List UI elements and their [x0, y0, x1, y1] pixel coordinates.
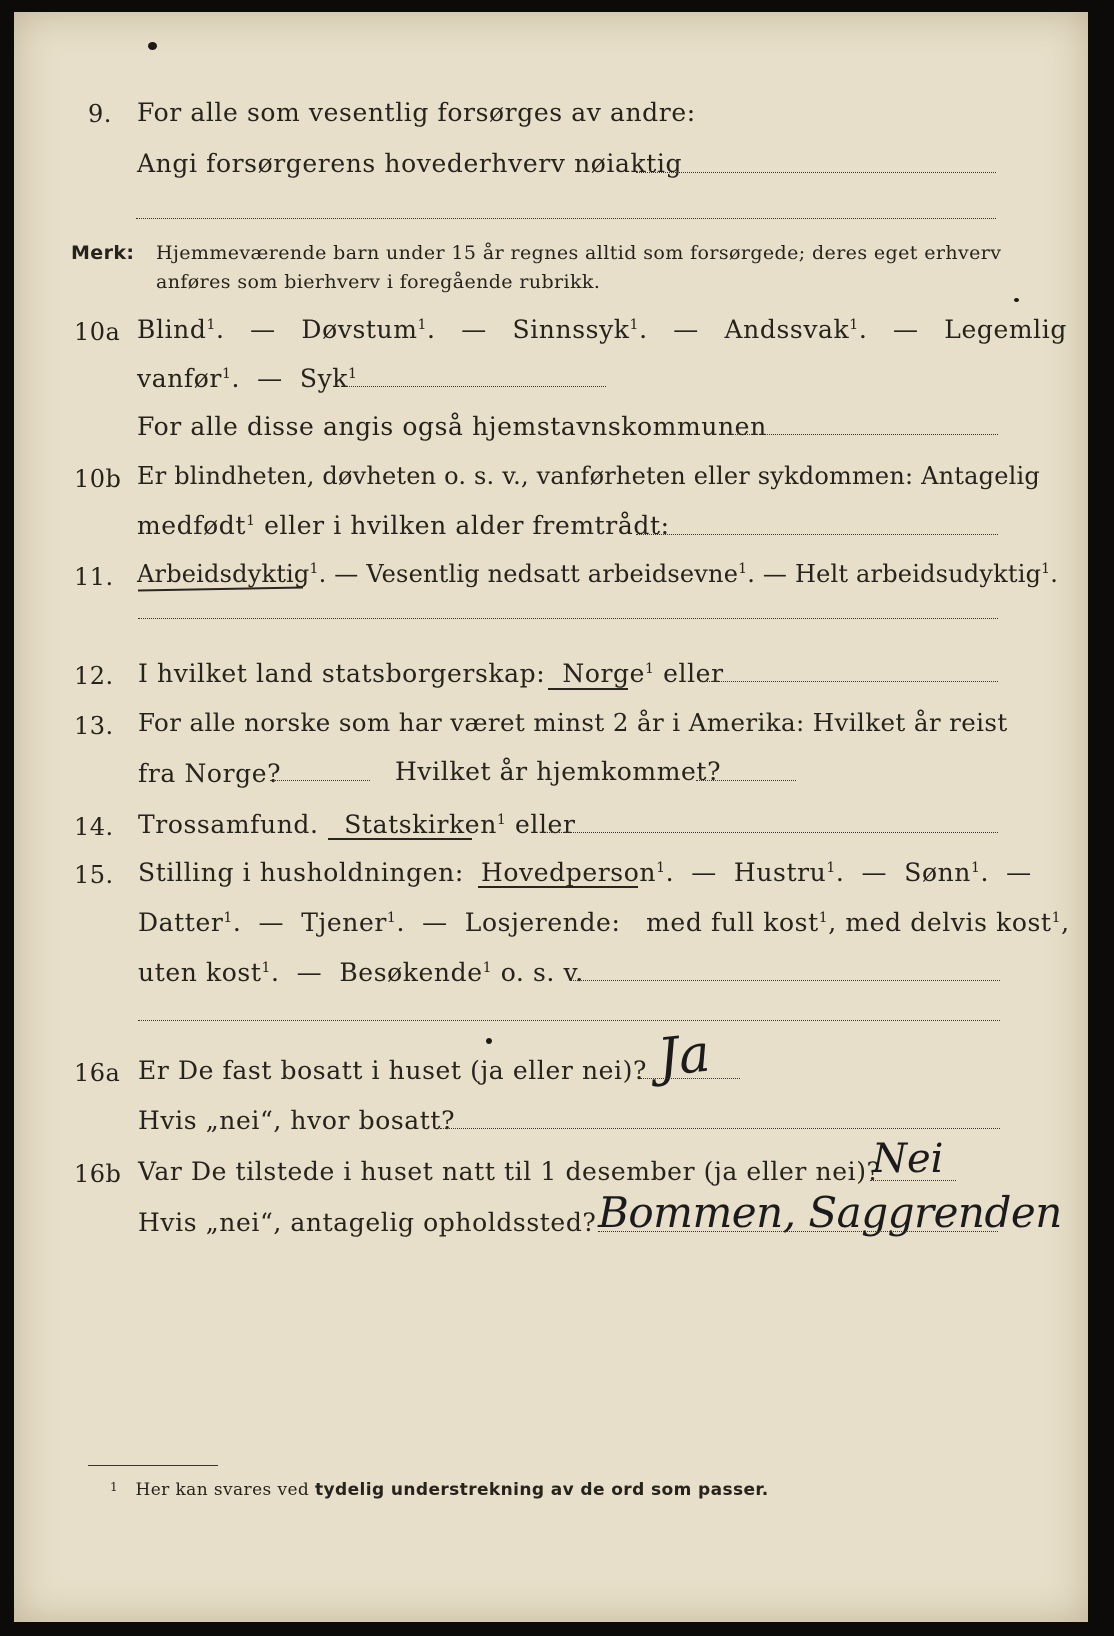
q16a-line2: Hvis „nei“, hvor bosatt? [138, 1106, 456, 1135]
footnote: $^1$ Her kan svares ved tydelig understrekning av de ord som passer. [110, 1480, 769, 1500]
q11-arbeidsdyktig: Arbeidsdyktig [137, 560, 310, 588]
q15-hovedperson: Hovedperson [480, 858, 657, 887]
q12-answer-line [700, 681, 998, 682]
q10a-line1: Blind$^1$. — Døvstum$^1$. — Sinnssyk$^1$. — Andssvak$^1$. — Legemlig [137, 315, 1067, 344]
q12-norge: Norge [562, 659, 646, 688]
q14-answer-line [540, 832, 998, 833]
merk-label: Merk: [71, 242, 135, 264]
q13-line1: For alle norske som har været minst 2 år i Amerika: Hvilket år reist [138, 708, 1008, 737]
q9-line2: Angi forsørgerens hovederhverv nøiaktig [137, 149, 683, 178]
q10b-line2: medfødt$^1$ eller i hvilken alder fremtrådt: [137, 511, 670, 540]
q15-delvis-kost: med delvis kost [845, 908, 1052, 937]
q15-full-kost: med full kost [646, 908, 819, 937]
census-form-page [14, 12, 1088, 1622]
ink-speck [486, 1038, 492, 1044]
q10a-hjemstavn-line [732, 434, 998, 435]
footnote-rule [88, 1465, 218, 1466]
q16b-line1: Var De tilstede i huset natt til 1 desember (ja eller nei)? [138, 1157, 881, 1186]
q16b-answer2: Bommen, Saggrenden [598, 1188, 1062, 1237]
q12-number: 12. [74, 662, 114, 690]
q15-uten-kost: uten kost [138, 958, 262, 987]
q12-underline-norge [548, 688, 628, 690]
q10a-syk: Syk [299, 364, 349, 393]
q16b-opholdssted-line [598, 1231, 998, 1232]
q10a-syk-answer-line [341, 386, 606, 387]
q9-answer-line-2 [136, 218, 996, 219]
q15-number: 15. [74, 861, 114, 889]
q10a-line3: For alle disse angis også hjemstavnskommunen [137, 412, 767, 441]
ink-speck [148, 42, 157, 50]
q16b-line2: Hvis „nei“, antagelig opholdssted? [138, 1208, 597, 1237]
q9-number: 9. [88, 100, 112, 128]
q10a-number: 10a [74, 318, 121, 346]
q10a-vanfor: vanfør [137, 364, 222, 393]
q14-statskirken: Statskirken [344, 810, 497, 839]
q15-tjener: Tjener [301, 908, 387, 937]
q10a-dovstum: Døvstum [301, 315, 418, 344]
q11-answer-line [138, 618, 998, 619]
q15-line3: uten kost$^1$. — Besøkende$^1$ o. s. v. [138, 958, 584, 987]
q10b-medfodt: medfødt [137, 511, 247, 540]
q15-underline-hovedperson [478, 886, 638, 888]
q15-answer-line [570, 980, 1000, 981]
ink-speck [1014, 298, 1019, 302]
q15-answer-line-2 [138, 1020, 1000, 1021]
q13-hjemkommet: Hvilket år hjemkommet? [395, 757, 722, 786]
q16a-bosatt-line [440, 1128, 1000, 1129]
q15-besokende: Besøkende [339, 958, 483, 987]
q14-underline-statskirken [328, 838, 472, 840]
q15-hustru: Hustru [733, 858, 827, 887]
q13-hjemkommet-line [696, 780, 796, 781]
q13-reist-line [270, 780, 370, 781]
q10b-line1: Er blindheten, døvheten o. s. v., vanførheten eller sykdommen: Antagelig [137, 462, 1040, 490]
merk-line1: Hjemmeværende barn under 15 år regnes alltid som forsørgede; deres eget erhverv [156, 242, 1002, 264]
q10a-sinnssyk: Sinnssyk [512, 315, 630, 344]
q13-fra-norge: fra Norge? [138, 759, 282, 788]
q10a-line2: vanfør$^1$. — Syk$^1$ [137, 364, 358, 393]
q10a-blind: Blind [137, 315, 207, 344]
q15-sonn: Sønn [904, 858, 971, 887]
q11-vesentlig: Vesentlig nedsatt arbeidsevne [366, 560, 739, 588]
q9-answer-line [636, 172, 996, 173]
q16b-answer: Nei [872, 1136, 944, 1182]
q11-line: Arbeidsdyktig$^1$. — Vesentlig nedsatt arbeidsevne$^1$. — Helt arbeidsudyktig$^1$. [137, 560, 1059, 588]
merk-line2: anføres som bierhverv i foregående rubrikk. [156, 271, 601, 293]
q15-line1: Stilling i husholdningen: Hovedperson$^1$. — Hustru$^1$. — Sønn$^1$. — [138, 858, 1032, 887]
q16b-answer-line [870, 1180, 956, 1181]
q16a-number: 16a [74, 1059, 121, 1087]
q16a-line1: Er De fast bosatt i huset (ja eller nei)? [138, 1056, 647, 1085]
q10b-answer-line [636, 534, 998, 535]
q16b-number: 16b [74, 1160, 122, 1188]
q12-line: I hvilket land statsborgerskap: Norge$^1$ eller [138, 659, 724, 688]
q11-helt: Helt arbeidsudyktig [794, 560, 1042, 588]
q15-datter: Datter [138, 908, 224, 937]
q10a-legemlig: Legemlig [944, 315, 1067, 344]
q16a-answer-line [640, 1078, 740, 1079]
q14-number: 14. [74, 813, 114, 841]
q9-line1: For alle som vesentlig forsørges av andre: [137, 98, 696, 127]
q11-number: 11. [74, 563, 114, 591]
q10a-andssvak: Andssvak [724, 315, 850, 344]
q16a-answer: Ja [655, 1023, 713, 1089]
q13-number: 13. [74, 712, 114, 740]
q10b-number: 10b [74, 465, 122, 493]
q15-line2: Datter$^1$. — Tjener$^1$. — Losjerende: med full kost$^1$, med delvis kost$^1$, [138, 908, 1070, 937]
q14-line: Trossamfund. Statskirken$^1$ eller [138, 810, 576, 839]
